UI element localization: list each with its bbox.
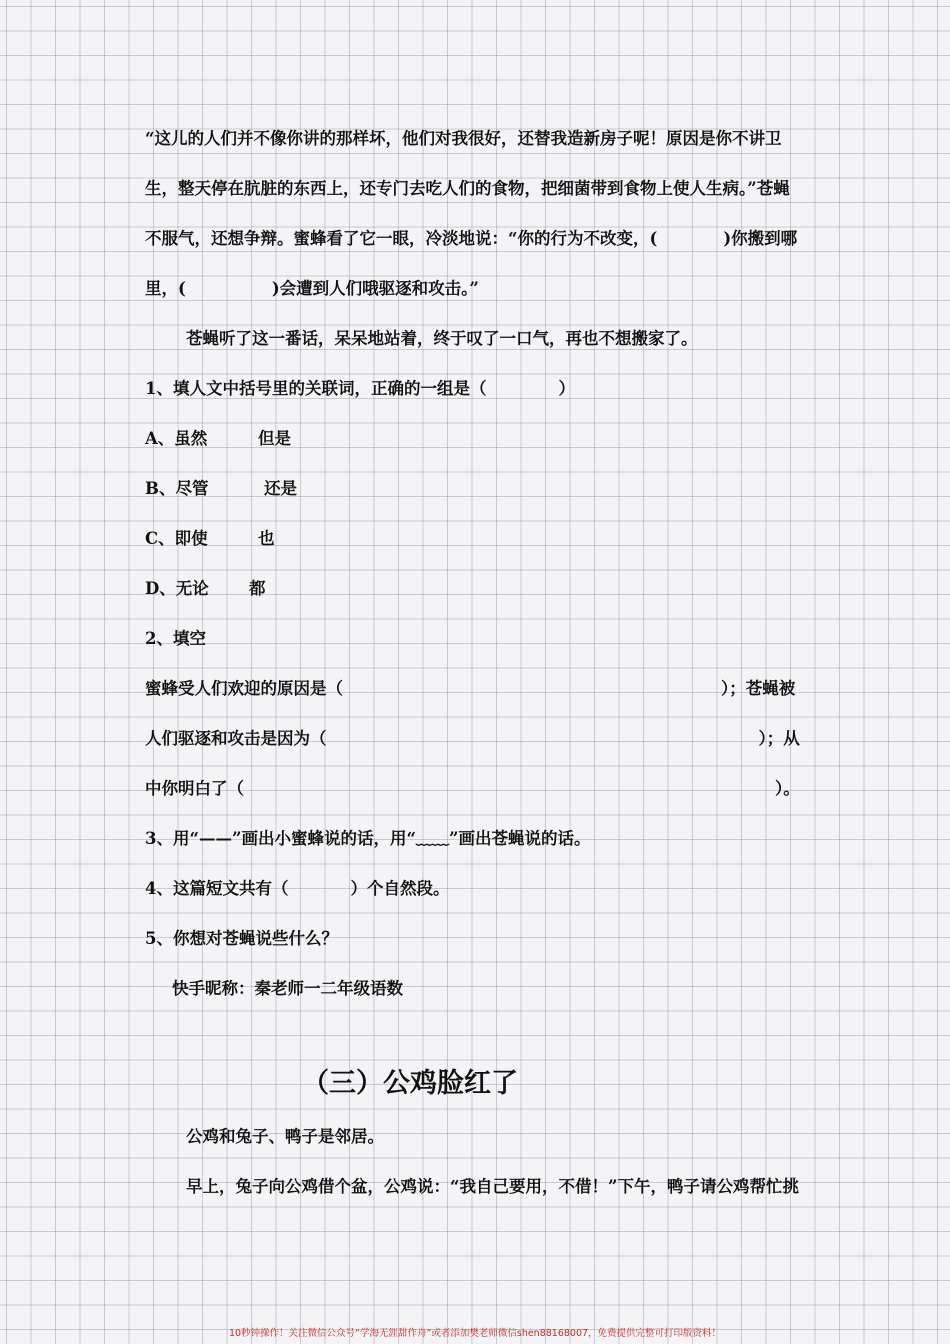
question-1-text: 1、填人文中括号里的关联词，正确的一组是（ (145, 379, 487, 398)
passage-line-5: 苍蝇听了这一番话，呆呆地站着，终于叹了一口气，再也不想搬家了。 (186, 329, 698, 348)
q2-line-1-end: ）；苍蝇被 (721, 679, 796, 698)
question-2-title: 2、填空 (145, 629, 206, 648)
option-word: 都 (249, 579, 266, 598)
question-4-text: 4、这篇短文共有（ (145, 879, 289, 898)
option-b (145, 478, 297, 500)
q2-line-1-text: 蜜蜂受人们欢迎的原因是（ (145, 679, 343, 698)
q2-line-2-text: 人们驱逐和攻击是因为（ (145, 729, 327, 748)
option-a (145, 428, 291, 450)
option-word: 但是 (258, 429, 291, 448)
option-label: A、虽然 (145, 429, 208, 448)
option-label: B、尽管 (145, 479, 209, 498)
option-word: 还是 (264, 479, 297, 498)
option-label: C、即使 (145, 529, 208, 548)
q2-line-3-end: ）。 (775, 779, 800, 798)
passage-line-2: 生，整天停在肮脏的东西上，还专门去吃人们的食物，把细菌带到食物上使人生病。”苍蝇 (145, 179, 790, 198)
passage-line-4-text: )会遭到人们哦驱逐和攻击。” (271, 279, 479, 298)
option-c (145, 528, 275, 550)
option-label: D、无论 (145, 579, 209, 598)
question-5: 5、你想对苍蝇说些什么？ (145, 929, 338, 948)
passage-line-4 (145, 278, 479, 300)
question-1 (145, 378, 575, 400)
question-1-close: ） (558, 379, 575, 398)
question-2-line-2 (145, 728, 800, 750)
q2-line-2-end: ）；从 (758, 729, 800, 748)
passage-line-1: “这儿的人们并不像你讲的那样坏，他们对我很好，还替我造新房子呢！原因是你不讲卫 (145, 129, 782, 148)
option-d (145, 578, 266, 600)
question-3: 3、用“——”画出小蜜蜂说的话，用“﹏﹏”画出苍蝇说的话。 (145, 829, 591, 848)
promo-footer: 10秒钟操作！关注微信公众号“学海无涯甜作舟”或者添加樊老师微信shen88168007，免费提供完整可打印版资料！ (228, 1328, 722, 1339)
question-4-end: ）个自然段。 (350, 879, 450, 898)
author-credit: 快手昵称：秦老师一二年级语数 (172, 979, 403, 998)
passage-line-3 (145, 228, 797, 250)
passage-line-3-text: 不服气，还想争辩。蜜蜂看了它一眼，冷淡地说：“你的行为不改变，( (145, 229, 658, 248)
option-word: 也 (258, 529, 275, 548)
question-2-line-3 (145, 778, 800, 800)
question-4 (145, 878, 449, 900)
passage-line-3-end: )你搬到哪 (723, 229, 798, 248)
q2-line-3-text: 中你明白了（ (145, 779, 244, 798)
question-2-line-1 (145, 678, 795, 700)
story-line-1: 公鸡和兔子、鸭子是邻居。 (186, 1127, 384, 1146)
passage-line-4-start: 里，( (145, 279, 186, 298)
story-line-2: 早上，兔子向公鸡借个盆，公鸡说：“我自己要用，不借！”下午，鸭子请公鸡帮忙挑 (186, 1177, 799, 1196)
section-title: （三）公鸡脸红了 (302, 1068, 518, 1099)
